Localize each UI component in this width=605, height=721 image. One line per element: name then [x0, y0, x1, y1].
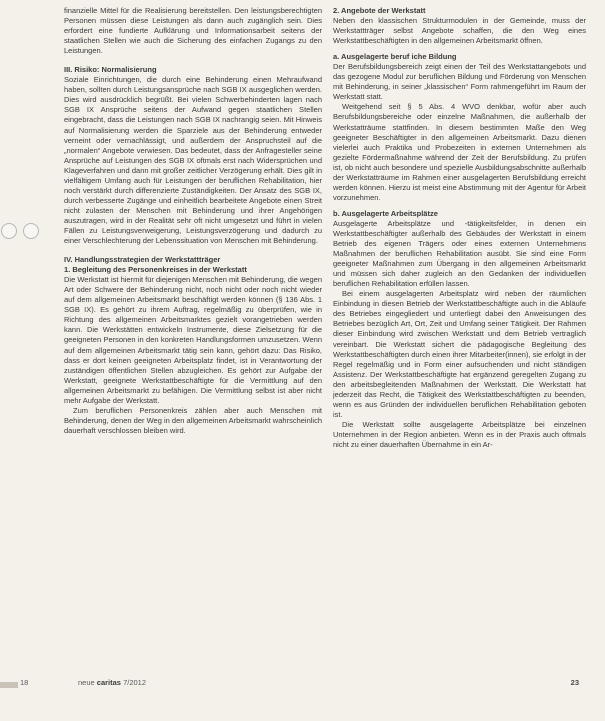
subsection-a-heading: a. Ausgelagerte beruf iche Bildung: [333, 52, 457, 62]
left-page-number: 18: [20, 678, 29, 687]
page-footer: [0, 678, 605, 692]
binder-hole-left: [1, 223, 17, 239]
section-iii-paragraph: Soziale Einrichtungen, die durch eine Behinderung einen Mehraufwand haben, sollten durch Leistungsansprüche nach SGB IX ausgeglichen werden. Dies wird ausdrücklich begrüßt. Bei vielen Schwerbehinderten lagen nach SGB IX Ansprüche seitens der Aufwand gegen staatlichen Stellen eingebracht, dass die Leistungen nach SGB IX nachrangig seien. Mit Hinweis auf Normalisierung werden die Sparziele aus der Behinderung entweder verneint oder vernachlässigt, und außerdem der Anspruchsteil auf die „normalen“ Angebote verwiesen. Das bedeutet, dass der Anfragesteller seine Ansprüche auf Leistungen des SGB IX oftmals erst nach Widersprüchen und Klageverfahren und dann mit großer zeitlicher Verzögerung erhält. Dies gilt in vielfältigem Umfang auch für Leistungen der beruflichen Rehabilitation, hier noch verstärkt durch differenzierte Zuständigkeiten. Der Ansatz des SGB IX, durch verbesserte Zugänge und einheitlich bearbeitete Angebote einen Streit nicht zulasten der Menschen mit Behinderung und ihrer Angehörigen auszutragen, wird in der Realität sehr oft nicht umgesetzt und führt in vielen Fällen zu Leistungsverweigerung, Leistungsverzögerung und dadurch zu einer Verschlechterung der Lebenssituation von Menschen mit Behinderung.: [64, 75, 322, 246]
subsection-a-paragraph-2: Weitgehend seit § 5 Abs. 4 WVO denkbar, wofür aber auch Berufsbildungsbereiche oder einzelne Maßnahmen, die außerhalb der Werkstatträume stattfinden. In diesem bestimmten Maße den Weg geeigneter Beschäftigter in den allgemeinen Arbeitsmarkt. Dazu dienen vielerlei auch Praktika und Probezeiten in externen Unternehmen als gezielte Fördermaßnahme während der Zeit der Berufsbildung. Zu prüfen ist, ob nicht auch besondere und spezielle Ausbildungsabschnitte außerhalb der Werkstatträume im Rahmen einer ausgelagerten Berufsbildung erreicht werden können. Hierzu ist meist eine Abstimmung mit der Agentur für Arbeit vorzunehmen.: [333, 102, 586, 202]
subsection-1-heading: 1. Begleitung des Personenkreises in der Werkstatt: [64, 265, 247, 275]
left-column: [64, 6, 322, 436]
subsection-b-paragraph-2: Bei einem ausgelagerten Arbeitsplatz wird neben der räumlichen Einbindung in diesen Betrieb der Werkstattbeschäftigte auch in die Abläufe des Betriebes eingegliedert und unterliegt dabei den Anweisungen des Betriebes bezüglich Art, Ort, Zeit und Umfang seiner Tätigkeit. Der Rahmen dieser Einbindung wird zwischen Werkstatt und dem Betrieb vertraglich vereinbart. Die Werkstatt sichert die pädagogische Begleitung des Werkstattbeschäftigten durch einen ihrer Mitarbeiter(innen), sie erfolgt in der Regel regelmäßig und in Form einer aufsuchenden und nicht ständigen Assistenz. Der Werkstattbeschäftigte hat ergänzend geregelten Zugang zu den arbeitsbegleitenden Maßnahmen der Werkstatt. Die Werkstatt hat jederzeit das Recht, die Tätigkeit des Werkstattbeschäftigten zu beenden, wenn es aus Gründen der individuellen beruflichen Rehabilitation geboten ist.: [333, 289, 586, 419]
subsection-a-paragraph-1: Der Berufsbildungsbereich zeigt einen der Teil des Werkstattangebots und das gezogene Modul zur beruflichen Bildung und Förderung von Menschen mit Behinderung, in seiner „klassischen“ Form rahmengeführt im Raum der Werkstatt statt.: [333, 62, 586, 102]
right-column: [333, 6, 586, 450]
subsection-b-paragraph-3: Die Werkstatt sollte ausgelagerte Arbeitsplätze bei einzelnen Unternehmen in der Region anbieten. Wenn es in der Praxis auch oftmals nicht zu einer dauerhaften Übernahme in ein Ar-: [333, 419, 586, 449]
magazine-prefix: neue: [78, 678, 95, 687]
subsection-2-paragraph: Neben den klassischen Strukturmodulen in der Gemeinde, muss der Werkstattträger selbst Angebote schaffen, die den Weg eines Werkstattbeschäftigten in den allgemeinen Arbeitsmarkt öffnen.: [333, 16, 586, 46]
subsection-b-paragraph-1: Ausgelagerte Arbeitsplätze und -tätigkeitsfelder, in denen ein Werkstattbeschäftigter außerhalb des Gebäudes der Werkstatt in einem Betrieb des eigenen Trägers oder eines externen Unternehmens Maßnahmen der beruflichen Rehabilitation ausübt. Sie sind eine Form geeigneter Maßnahmen zum Übergang in den allgemeinen Arbeitsmarkt und müssen sich daher zugleich an den Gedanken der individuellen beruflichen Rehabilitation erfüllen lassen.: [333, 218, 586, 289]
right-page-number: 23: [570, 678, 579, 687]
subsection-1-paragraph-1: Die Werkstatt ist hiermit für diejenigen Menschen mit Behinderung, die wegen Art oder Schwere der Behinderung nicht, noch nicht oder noch nicht wieder auf dem allgemeinen Arbeitsmarkt beschäftigt werden können (§ 136 Abs. 1 SGB IX). Es gehört zu ihrem Auftrag, regelmäßig zu überprüfen, wie in Richtung des allgemeinen Arbeitsmarktes gezielt vorangetrieben werden kann. Die Werkstätten entwickeln Instrumente, diese Zielsetzung für die geeigneten Personen in den konkreten Handlungsformen umzusetzen. Wenn auf dem allgemeinen Arbeitsmarkt tätig sein kann, gehört dazu: Das Risiko, dass er dort keinen geeigneten Arbeitsplatz findet, ist in Verantwortung der zuständigen öffentlichen Stellen abzugleichen. Es gehört zur Aufgabe der Werkstatt, geeignete Werkstattbeschäftigte für die Vermittlung auf den allgemeinen Arbeitsmarkt zu befähigen. Die Vermittlung selbst ist aber nicht mehr Aufgabe der Werkstatt.: [64, 275, 322, 405]
magazine-issue: 7/2012: [123, 678, 147, 687]
section-iii-heading: III. Risiko: Normalisierung: [64, 65, 157, 75]
magazine-name: caritas: [96, 678, 121, 687]
subsection-1-paragraph-2: Zum beruflichen Personenkreis zählen aber auch Menschen mit Behinderung, denen der Weg in den allgemeinen Arbeitsmarkt wahrscheinlich dauerhaft verschlossen bleiben wird.: [64, 405, 322, 435]
section-iv-heading: IV. Handlungsstrategien der Werkstattträger: [64, 255, 221, 265]
footer-color-bar: [0, 682, 18, 688]
subsection-2-heading: 2. Angebote der Werkstatt: [333, 6, 426, 15]
intro-paragraph: finanzielle Mittel für die Realisierung bereitstellen. Den leistungsberechtigten Personen müssen diese Leistungen als dann auch zugänglich sein. Dies erfordert eine fundierte Aufklärung und Informationsarbeit seitens der staatlichen Stellen wie auch die Sicherung des einfachen Zugangs zu den Leistungen.: [64, 6, 322, 56]
subsection-b-heading: b. Ausgelagerte Arbeitsplätze: [333, 208, 438, 218]
magazine-title: [78, 678, 146, 687]
binder-hole-right: [23, 223, 39, 239]
